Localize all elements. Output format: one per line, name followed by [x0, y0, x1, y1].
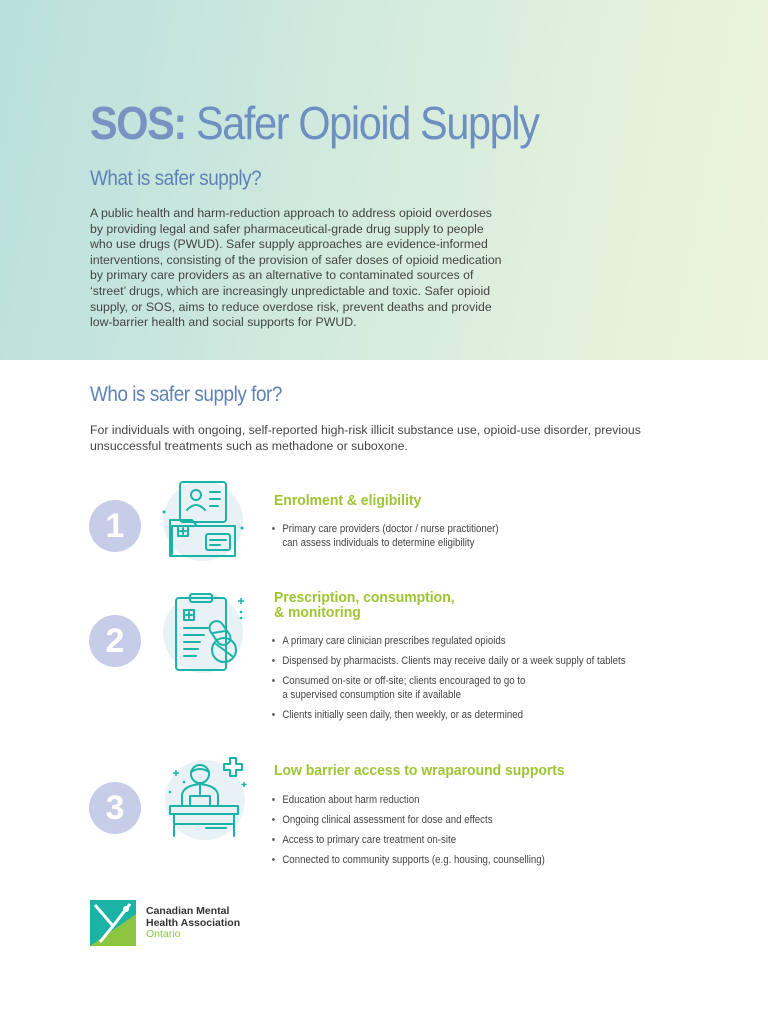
org-name: Canadian Mental Health Association Ontario [146, 905, 241, 940]
step-bullets-3 [270, 793, 582, 873]
title-prefix: SOS: [90, 97, 186, 149]
step-title-2: Prescription, consumption, & monitoring [274, 589, 455, 621]
list-item: • Primary care providers (doctor / nurse practitioner) can assess individuals to determine eligibility [270, 522, 499, 550]
who-paragraph: For individuals with ongoing, self-reported high-risk illicit substance use, opioid-use disorder, previous unsuccessful treatments such as methadone or suboxone. [90, 423, 641, 453]
list-item: • Access to primary care treatment on-site [270, 833, 545, 847]
list-item: • Clients initially seen daily, then weekly, or as determined [270, 708, 626, 722]
list-item: • A primary care clinician prescribes regulated opioids [270, 634, 626, 648]
step-title-3: Low barrier access to wraparound supports [274, 762, 565, 779]
list-item: • Consumed on-site or off-site; clients encouraged to go to a supervised consumption site if available [270, 674, 626, 702]
page-title [90, 96, 539, 150]
prescription-pills-icon [158, 588, 248, 678]
list-item: • Connected to community supports (e.g. housing, counselling) [270, 853, 545, 867]
list-item: • Ongoing clinical assessment for dose and effects [270, 813, 545, 827]
title-rest: Safer Opioid Supply [185, 97, 539, 149]
step-title-1: Enrolment & eligibility [274, 492, 422, 509]
cmha-logo-icon [90, 900, 136, 946]
list-item: • Education about harm reduction [270, 793, 545, 807]
step-bullets-2 [270, 634, 674, 728]
step-number-3: 3 [89, 782, 141, 834]
step-number-1: 1 [89, 500, 141, 552]
what-paragraph: A public health and harm-reduction approach to address opioid overdoses by providing legal and safer pharmaceutical-grade drug supply to people who use drugs (PWUD). Safer supply approaches are evidence-informed interventions, consisting of the provision of safer doses of opioid medication by primary care providers as an alternative to contaminated sources of ‘street’ drugs, which are increasingly unpredictable and toxic. Safer opioid supply, or SOS, aims to reduce overdose risk, prevent deaths and provide low-barrier health and social supports for PWUD. [90, 206, 502, 330]
what-heading: What is safer supply? [90, 167, 262, 190]
patient-file-icon [158, 476, 248, 566]
step-number-2: 2 [89, 615, 141, 667]
clinician-desk-icon [160, 752, 250, 842]
list-item: • Dispensed by pharmacists. Clients may receive daily or a week supply of tablets [270, 654, 626, 668]
who-heading: Who is safer supply for? [90, 383, 282, 406]
step-bullets-1 [270, 522, 530, 556]
